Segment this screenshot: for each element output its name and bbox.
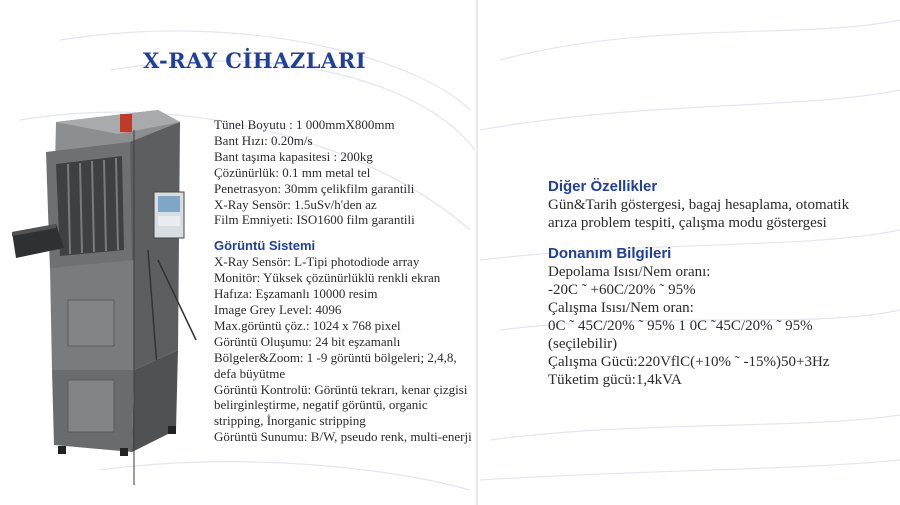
spec-line: Tünel Boyutu : 1 000mmX800mm [214,117,395,132]
imaging-item: Bölgeler&Zoom: 1 -9 görüntü bölgeleri; 2,4,8, defa büyütme [214,349,457,381]
hardware-line: Tüketim gücü:1,4kVA [548,372,682,388]
hardware-line: Depolama Isısı/Nem oranı: [548,264,711,280]
column-divider [476,0,478,505]
imaging-item: Monitör: Yüksek çözünürlüklü renkli ekran [214,270,441,286]
x-ray-machine-illustration [8,100,204,485]
spec-line: Çözünürlük: 0.1 mm metal tel [214,164,371,180]
imaging-item: X-Ray Sensör: L-Tipi photodiode array [214,254,420,270]
spec-line: Penetrasyon: 30mm çelikfilm garantili [214,180,415,196]
spec-line: X-Ray Sensör: 1.5uSv/h'den az [214,196,377,212]
spec-line: Bant Hızı: 0.20m/s [214,132,313,148]
other-features-heading: Diğer Özellikler [548,178,658,195]
other-features-text: Gün&Tarih göstergesi, bagaj hesaplama, otomatik arıza problem tespiti, çalışma modu göstergesi [548,197,850,231]
hardware-heading: Donanım Bilgileri [548,245,672,262]
specs-column [214,117,476,445]
spec-line: Bant taşıma kapasitesi : 200kg [214,148,373,164]
imaging-section-heading: Görüntü Sistemi [214,238,316,254]
page-title: X-RAY CİHAZLARI [143,48,367,73]
imaging-item: Görüntü Sunumu: B/W, pseudo renk, multi-enerji [214,429,472,445]
imaging-item: Hafıza: Eşzamanlı 10000 resim [214,286,378,302]
imaging-item: Image Grey Level: 4096 [214,301,342,317]
hardware-line: 0C ˜ 45C/20% ˜ 95% 1 0C ˜45C/20% ˜ 95% [548,318,813,334]
hardware-line: (seçilebilir) [548,336,618,352]
imaging-item: Görüntü Oluşumu: 24 bit eşzamanlı [214,333,401,349]
hardware-line: -20C ˜ +60C/20% ˜ 95% [548,282,696,298]
spec-line: Film Emniyeti: ISO1600 film garantili [214,212,415,228]
hardware-line: Çalışma Isısı/Nem oran: [548,300,694,316]
imaging-item: Max.görüntü çöz.: 1024 x 768 pixel [214,317,401,333]
hardware-line: Çalışma Gücü:220VflC(+10% ˜ -15%)50+3Hz [548,354,830,370]
imaging-item: Görüntü Kontrolü: Görüntü tekrarı, kenar çizgisi belirginleştirme, negatif görüntü, organic stripping, İnorganic stripping [214,381,468,429]
features-column [548,178,878,389]
